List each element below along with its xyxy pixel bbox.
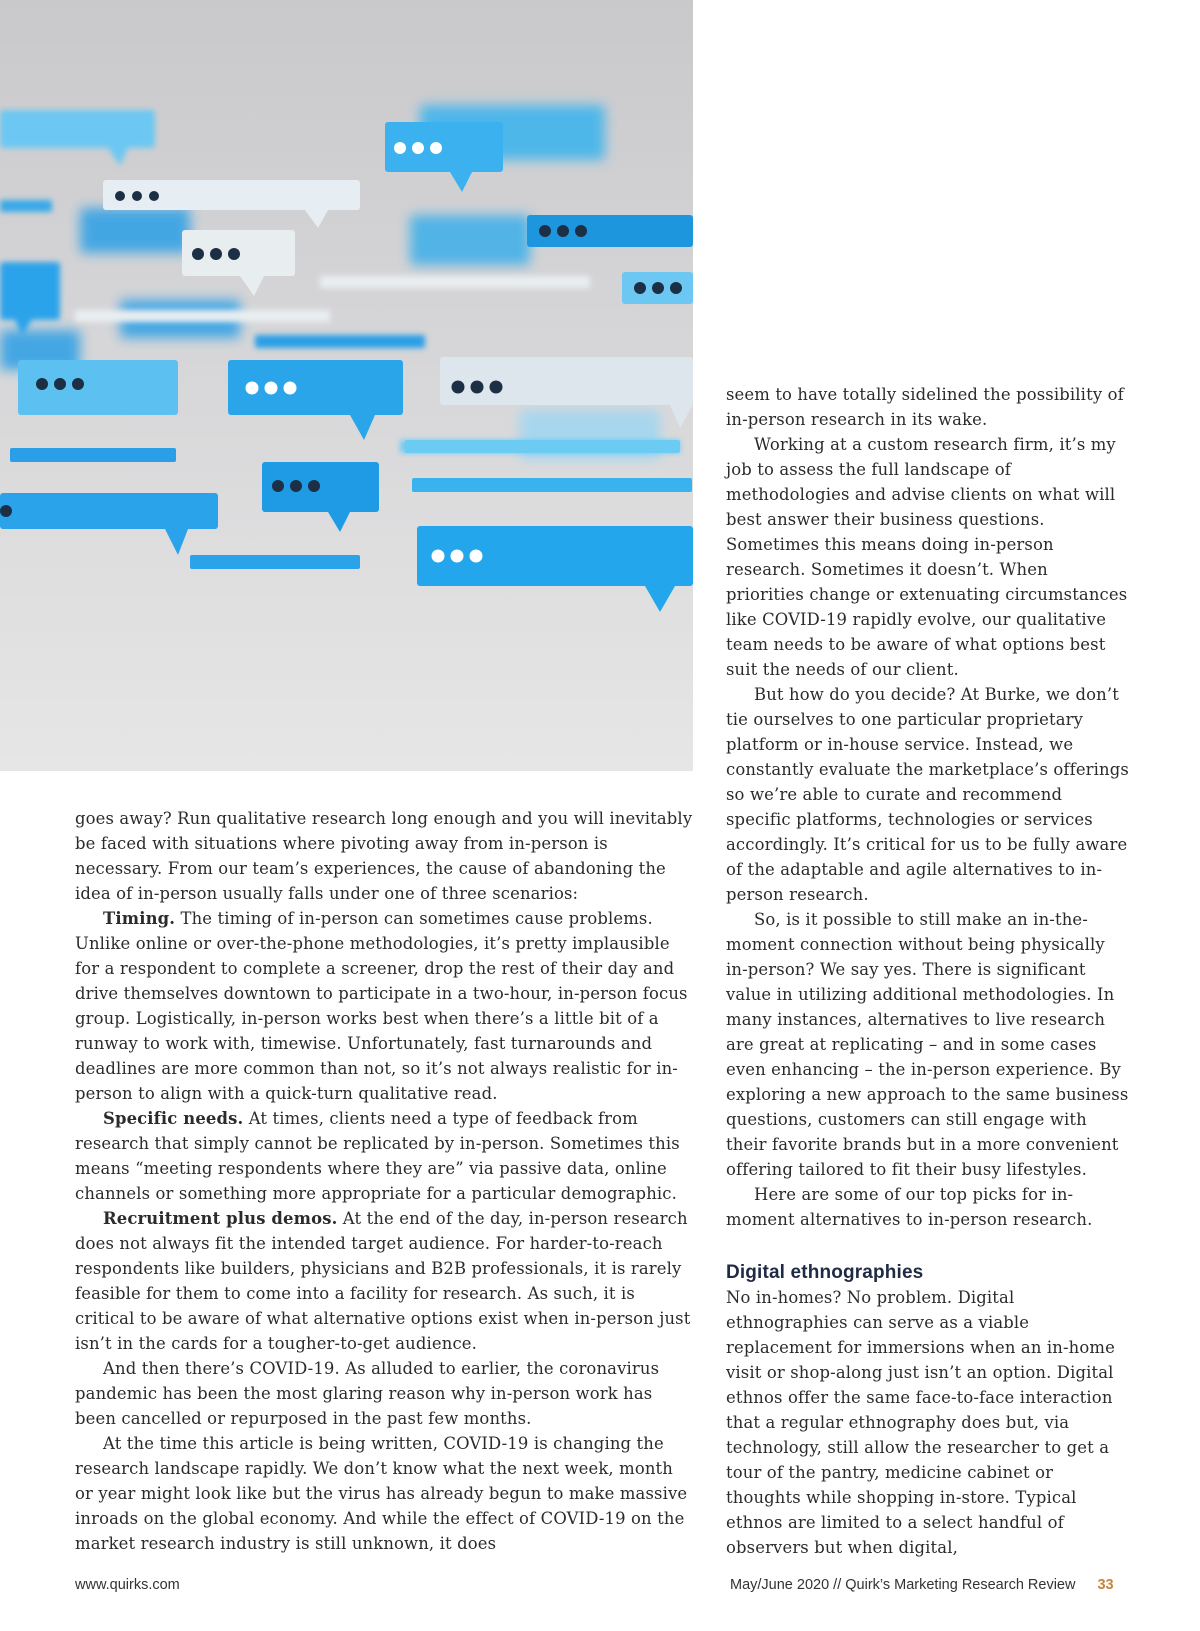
page-number: 33 xyxy=(1097,1577,1114,1593)
chat-bubbles-illustration xyxy=(0,0,693,771)
paragraph-specific-needs xyxy=(75,1106,695,1206)
paragraph-how-decide: But how do you decide? At Burke, we don’t tie ourselves to one particular proprietary platform or in-house service. Instead, we constantly evaluate the marketplace’s offerings so we’re able to curate and recommend specific platforms, technologies or services accordingly. It’s critical for us to be fully aware of the adaptable and agile alternatives to in-person research. xyxy=(726,685,1129,904)
needs-text: At times, clients need a type of feedback from research that simply cannot be replicated by in-person. Sometimes this means “meeting respondents where they are” via passive data, online channels or something more appropriate for a particular demographic. xyxy=(75,1109,680,1203)
paragraph-time-of-writing: At the time this article is being written, COVID-19 is changing the research landscape rapidly. We don’t know what the next week, month or year might look like but the virus has already begun to make massive inroads on the global economy. And while the effect of COVID-19 on the market research industry is still unknown, it does xyxy=(75,1434,688,1553)
paragraph-covid: And then there’s COVID-19. As alluded to earlier, the coronavirus pandemic has been the most glaring reason why in-person work has been cancelled or repurposed in the past few months. xyxy=(75,1359,660,1428)
paragraph-top-picks: Here are some of our top picks for in-moment alternatives to in-person research. xyxy=(726,1185,1093,1229)
right-column xyxy=(726,382,1130,1560)
paragraph-digital-ethnos: No in-homes? No problem. Digital ethnographies can serve as a viable replacement for immersions when an in-home visit or shop-along just isn’t an option. Digital ethnos offer the same face-to-face interaction that a regular ethnography does but, via technology, still allow the researcher to get a tour of the pantry, medicine cabinet or thoughts while shopping in-store. Typical ethnos are limited to a select handful of observers but when digital, xyxy=(726,1288,1115,1557)
footer-issue-text: May/June 2020 // Quirk’s Marketing Research Review xyxy=(730,1577,1076,1593)
chat-bubbles-graphic xyxy=(0,0,693,771)
recruit-text: At the end of the day, in-person research does not always fit the intended target audience. For harder-to-reach respondents like builders, physicians and B2B professionals, it is rarely feasible for them to come into a facility for research. As such, it is critical to be aware of what alternative options exist when in-person just isn’t in the cards for a tougher-to-get audience. xyxy=(75,1209,691,1353)
footer-issue xyxy=(730,1577,1114,1593)
paragraph-sidelined: seem to have totally sidelined the possibility of in-person research in its wake. xyxy=(726,385,1124,429)
timing-text: The timing of in-person can sometimes cause problems. Unlike online or over-the-phone methodologies, it’s pretty implausible for a respondent to complete a screener, drop the rest of their day and drive themselves downtown to participate in a two-hour, in-person focus group. Logistically, in-person works best when there’s a little bit of a runway to work with, timewise. Unfortunately, fast turnarounds and deadlines are more common than not, so it’s not always realistic for in-person to align with a quick-turn qualitative read. xyxy=(75,909,688,1103)
paragraph-scenarios-intro: goes away? Run qualitative research long enough and you will inevitably be faced with situations where pivoting away from in-person is necessary. From our team’s experiences, the cause of abandoning the idea of in-person usually falls under one of three scenarios: xyxy=(75,809,693,903)
paragraph-timing xyxy=(75,906,695,1106)
paragraph-recruitment xyxy=(75,1206,695,1356)
left-column xyxy=(75,806,695,1556)
timing-label: Timing. xyxy=(103,909,176,928)
subhead-digital-ethnographies: Digital ethnographies xyxy=(726,1262,924,1283)
paragraph-in-moment: So, is it possible to still make an in-the-moment connection without being physically in-person? We say yes. There is significant value in utilizing additional methodologies. In many instances, alternatives to live research are great at replicating – and in some cases even enhancing – the in-person experience. By exploring a new approach to the same business questions, customers can still engage with their favorite brands but in a more convenient offering tailored to fit their busy lifestyles. xyxy=(726,910,1129,1179)
paragraph-custom-firm: Working at a custom research firm, it’s my job to assess the full landscape of methodologies and advise clients on what will best answer their business questions. Sometimes this means doing in-person research. Sometimes it doesn’t. When priorities change or extenuating circumstances like COVID-19 rapidly evolve, our qualitative team needs to be aware of what options best suit the needs of our client. xyxy=(726,435,1128,679)
footer-url: www.quirks.com xyxy=(75,1577,180,1593)
recruit-label: Recruitment plus demos. xyxy=(103,1209,338,1228)
needs-label: Specific needs. xyxy=(103,1109,244,1128)
